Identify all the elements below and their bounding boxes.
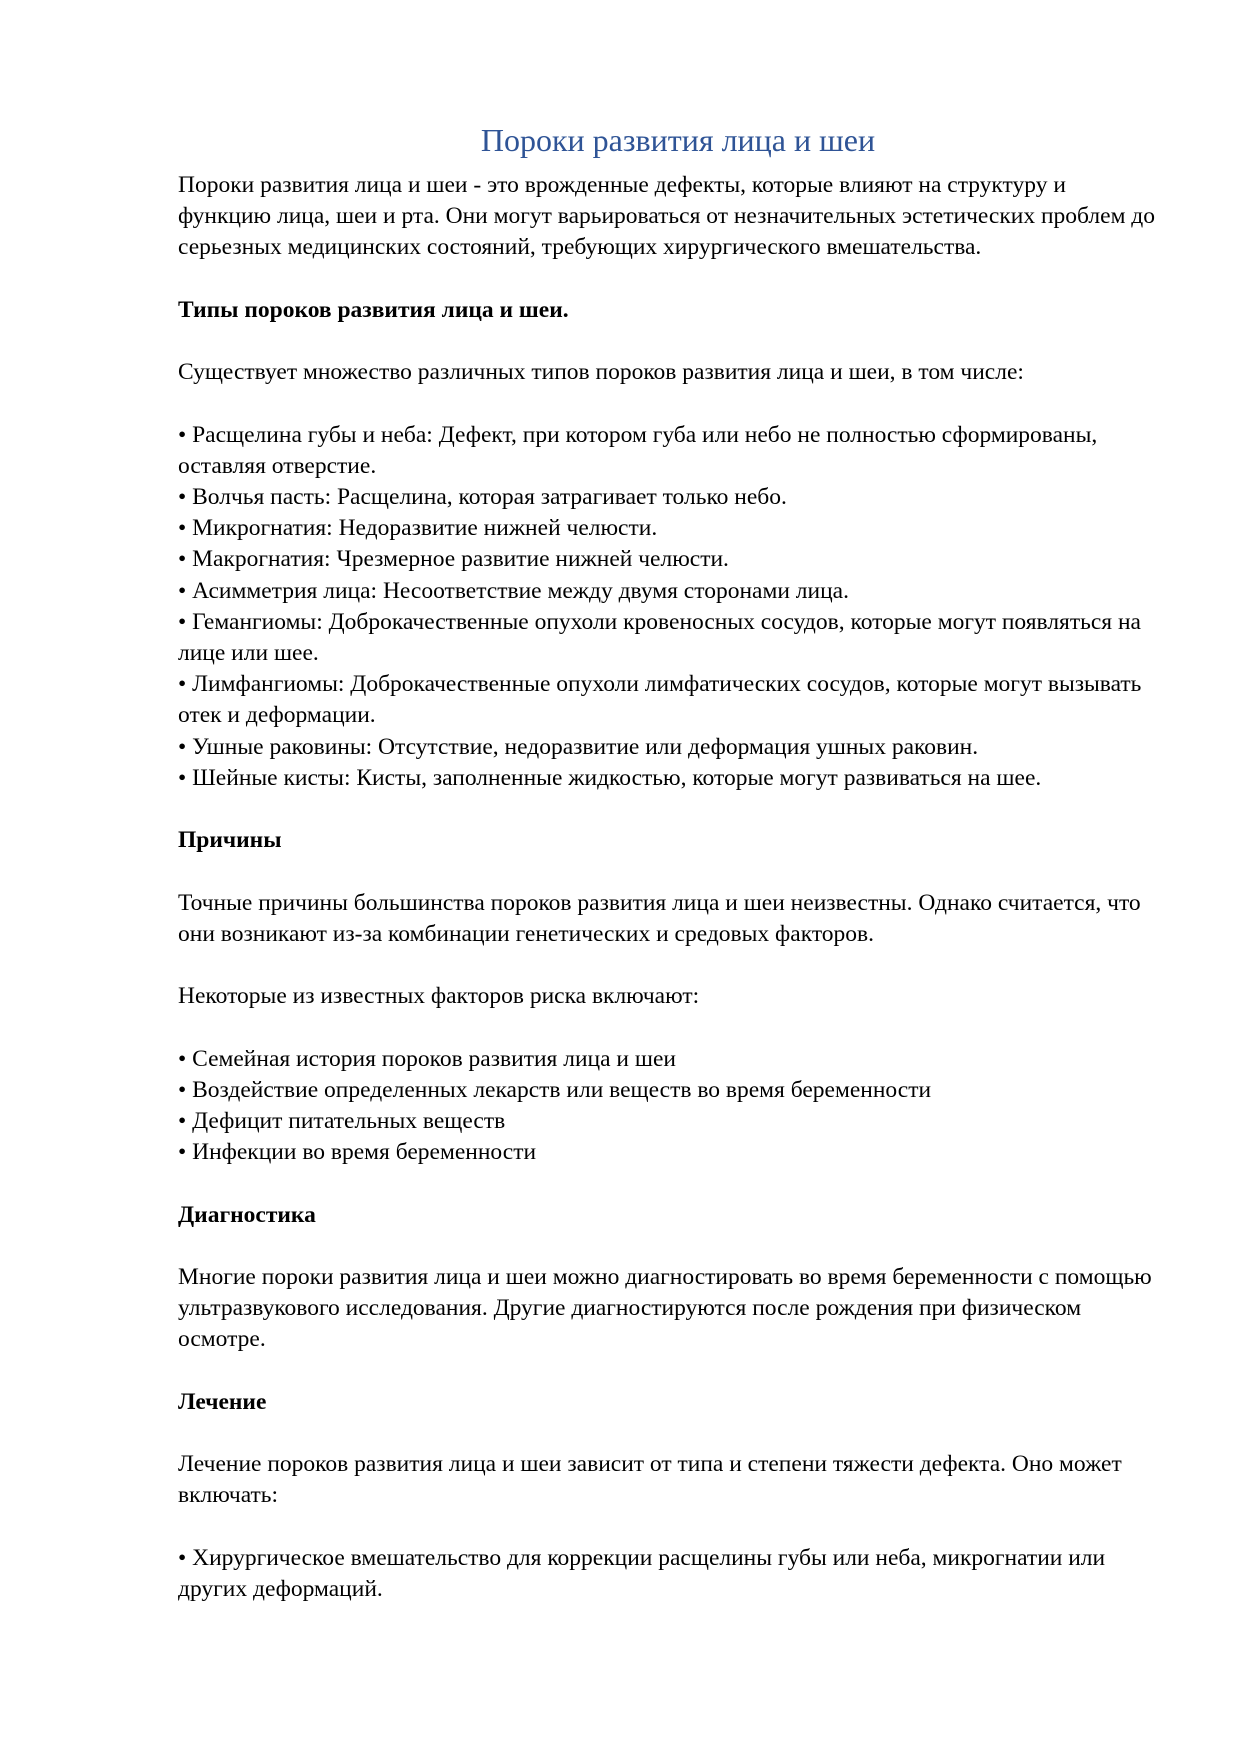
list-item: • Волчья пасть: Расщелина, которая затрагивает только небо. (178, 483, 787, 510)
types-lead: Существует множество различных типов пороков развития лица и шеи, в том числе: (178, 359, 1024, 386)
causes-lead: Некоторые из известных факторов риска включают: (178, 983, 700, 1010)
spacer (178, 264, 1158, 295)
diagnosis-paragraph: Многие пороки развития лица и шеи можно диагностировать во время беременности с помощью ультразвукового исследования. Другие диагностируются после рождения при физическом осмотре. (178, 1263, 1152, 1353)
spacer (178, 794, 1158, 825)
diagnosis-heading: Диагностика (178, 1201, 316, 1228)
spacer (178, 1418, 1158, 1449)
spacer (178, 1231, 1158, 1262)
types-heading: Типы пороков развития лица и шеи. (178, 296, 569, 323)
list-item: • Шейные кисты: Кисты, заполненные жидкостью, которые могут развиваться на шее. (178, 764, 1042, 791)
intro-paragraph: Пороки развития лица и шеи - это врожденные дефекты, которые влияют на структуру и функцию лица, шеи и рта. Они могут варьироваться от незначительных эстетических проблем до серьезных медицинских состояний, требующих хирургического вмешательства. (178, 172, 1156, 261)
spacer (178, 388, 1158, 419)
list-item: • Лимфангиомы: Доброкачественные опухоли лимфатических сосудов, которые могут вызывать отек и деформации. (178, 671, 1142, 729)
spacer (178, 856, 1158, 887)
spacer (178, 950, 1158, 981)
list-item: • Гемангиомы: Доброкачественные опухоли кровеносных сосудов, которые могут появляться на лице или шее. (178, 608, 1141, 666)
spacer (178, 1512, 1158, 1543)
list-item: • Хирургическое вмешательство для коррекции расщелины губы или неба, микрогнатии или других деформаций. (178, 1544, 1106, 1602)
list-item: • Ушные раковины: Отсутствие, недоразвитие или деформация ушных раковин. (178, 733, 979, 760)
list-item: • Макрогнатия: Чрезмерное развитие нижней челюсти. (178, 546, 729, 573)
list-item: • Микрогнатия: Недоразвитие нижней челюсти. (178, 515, 658, 542)
spacer (178, 1168, 1158, 1199)
list-item: • Инфекции во время беременности (178, 1139, 537, 1166)
list-item: • Расщелина губы и неба: Дефект, при котором губа или небо не полностью сформированы, оставляя отверстие. (178, 421, 1098, 479)
risk-factors-list (178, 1044, 1158, 1169)
types-list (178, 420, 1158, 794)
list-item: • Семейная история пороков развития лица и шеи (178, 1045, 676, 1072)
causes-heading: Причины (178, 827, 282, 854)
treatment-paragraph: Лечение пороков развития лица и шеи зависит от типа и степени тяжести дефекта. Оно может включать: (178, 1451, 1122, 1509)
list-item: • Асимметрия лица: Несоответствие между двумя сторонами лица. (178, 577, 849, 604)
spacer (178, 1012, 1158, 1043)
causes-paragraph: Точные причины большинства пороков развития лица и шеи неизвестны. Однако считается, что они возникают из-за комбинации генетических и средовых факторов. (178, 889, 1141, 947)
spacer (178, 326, 1158, 357)
treatment-heading: Лечение (178, 1388, 267, 1415)
document-page (178, 118, 1158, 1605)
document-title: Пороки развития лица и шеи (480, 122, 876, 158)
list-item: • Воздействие определенных лекарств или веществ во время беременности (178, 1076, 932, 1103)
list-item: • Дефицит питательных веществ (178, 1107, 506, 1134)
treatment-list (178, 1543, 1158, 1605)
spacer (178, 1356, 1158, 1387)
